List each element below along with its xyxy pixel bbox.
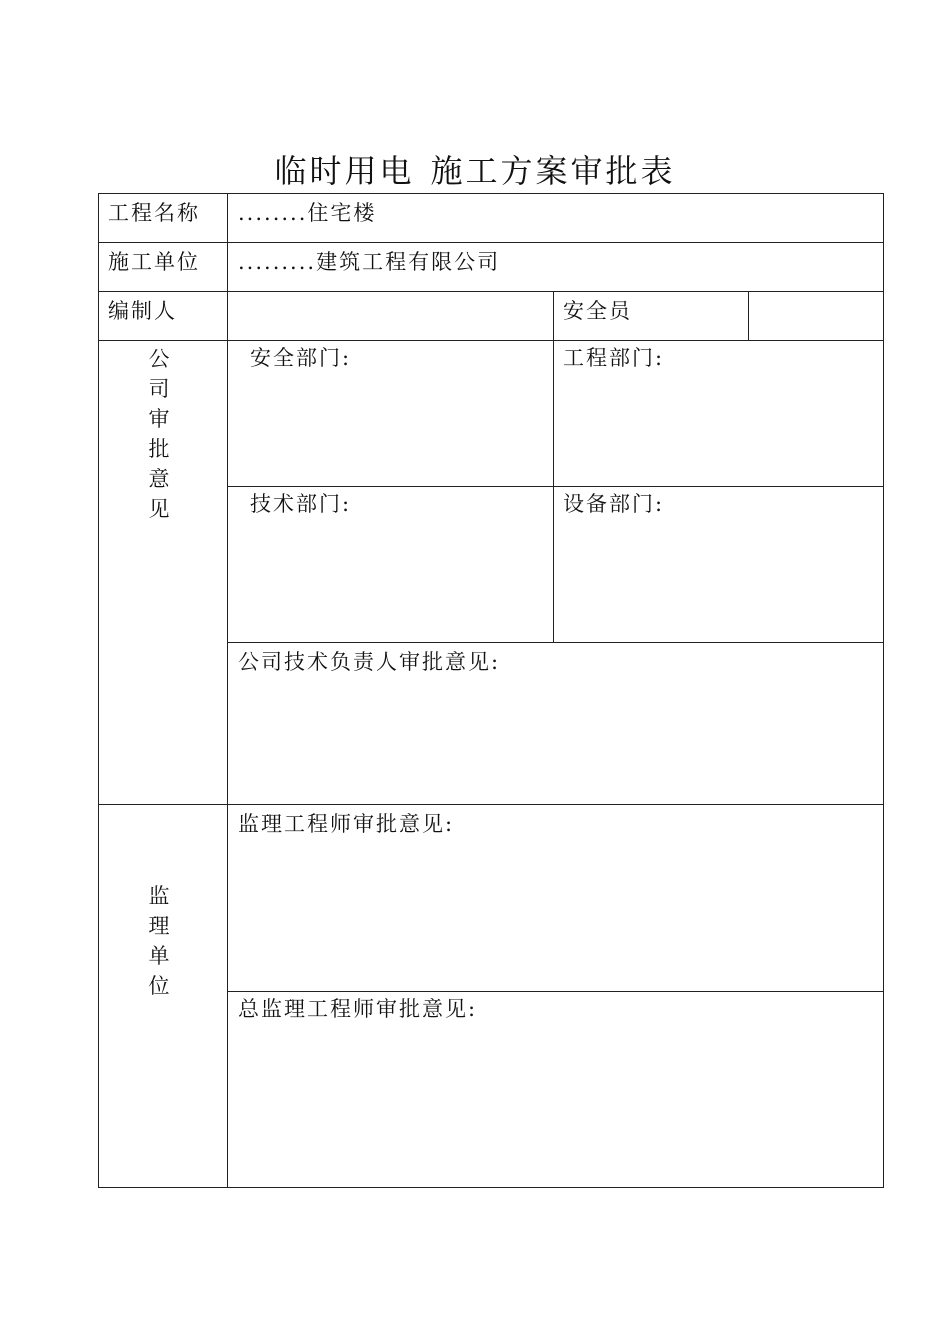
form-title-part2: 施工方案审批表	[430, 152, 676, 190]
project-name-label: 工程名称	[108, 201, 200, 225]
safety-dept-label: 安全部门:	[250, 346, 352, 370]
table-border-top	[98, 193, 884, 194]
company-review-char: 公	[148, 347, 170, 371]
company-review-char: 司	[148, 377, 170, 401]
company-review-char: 意	[148, 467, 170, 491]
table-border-right	[883, 193, 884, 1188]
project-name-value[interactable]: ........住宅楼	[238, 201, 377, 225]
company-review-label	[147, 344, 171, 524]
supervision-char: 位	[148, 974, 170, 998]
label-column-divider	[227, 193, 228, 1188]
company-review-char: 批	[148, 437, 170, 461]
company-review-char: 见	[148, 497, 170, 521]
supervision-label	[147, 881, 171, 1001]
table-border-bottom	[98, 1187, 884, 1188]
preparer-divider	[553, 291, 554, 341]
tech-lead-opinion-label: 公司技术负责人审批意见:	[238, 650, 501, 674]
supervision-char: 理	[148, 914, 170, 938]
section-divider	[98, 804, 884, 805]
supervision-char: 单	[148, 944, 170, 968]
tech-lead-divider	[227, 642, 884, 643]
contractor-value[interactable]: .........建筑工程有限公司	[238, 250, 501, 274]
safety-officer-divider	[748, 291, 749, 341]
row-divider-3	[98, 340, 884, 341]
table-border-left	[98, 193, 99, 1188]
row-divider-1	[98, 242, 884, 243]
equipment-dept-label: 设备部门:	[563, 492, 665, 516]
contractor-label: 施工单位	[108, 250, 200, 274]
company-review-char: 审	[148, 407, 170, 431]
technical-dept-label: 技术部门:	[250, 492, 352, 516]
dept-column-divider	[553, 340, 554, 643]
safety-officer-label: 安全员	[563, 299, 632, 323]
dept-row-divider	[227, 486, 884, 487]
chief-supervising-engineer-opinion-label: 总监理工程师审批意见:	[238, 997, 478, 1021]
supervision-divider	[227, 991, 884, 992]
form-title-part1: 临时用电	[274, 152, 415, 190]
preparer-label: 编制人	[108, 299, 177, 323]
supervision-char: 监	[148, 884, 170, 908]
supervising-engineer-opinion-label: 监理工程师审批意见:	[238, 812, 455, 836]
row-divider-2	[98, 291, 884, 292]
engineering-dept-label: 工程部门:	[563, 346, 665, 370]
